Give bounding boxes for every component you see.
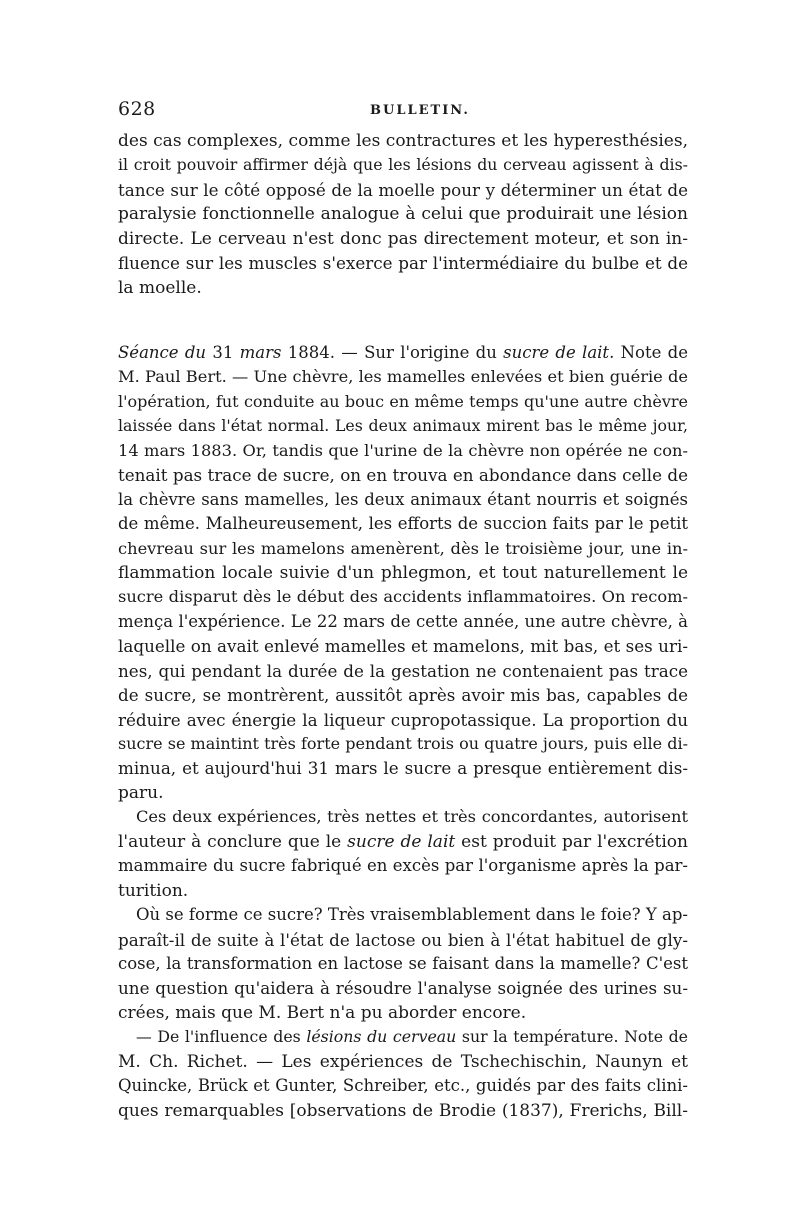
text-line: sucre disparut dès le début des accidents inflammatoires. On recom-	[118, 587, 688, 607]
text-line: mammaire du sucre fabriqué en excès par l'organisme après la par-	[118, 856, 688, 876]
seance-text: Note de	[614, 343, 688, 362]
text-line: de même. Malheureusement, les efforts de succion faits par le petit	[118, 514, 688, 534]
text-line: crées, mais que M. Bert n'a pu aborder encore.	[118, 1002, 527, 1023]
text-line: paraît-il de suite à l'état de lactose ou bien à l'état habituel de gly-	[118, 929, 688, 950]
text-line: des cas complexes, comme les contractures et les hyperesthésies,	[118, 131, 688, 151]
text-line: flammation locale suivie d'un phlegmon, et tout naturellement le	[118, 562, 688, 583]
text-line: mença l'expérience. Le 22 mars de cette année, une autre chèvre, à	[118, 611, 688, 631]
text-line: Quincke, Brück et Gunter, Schreiber, etc., guidés par des faits clini-	[118, 1076, 688, 1096]
text-line: la chèvre sans mamelles, les deux animaux étant nourris et soignés	[118, 489, 688, 509]
text-line: laquelle on avait enlevé mamelles et mamelons, mit bas, et ses uri-	[118, 636, 688, 657]
text-line: paralysie fonctionnelle analogue à celui que produirait une lésion	[118, 204, 688, 225]
text-span: l'auteur à conclure que le	[118, 831, 348, 852]
text-line-with-term	[118, 830, 688, 854]
text-line: 14 mars 1883. Or, tandis que l'urine de la chèvre non opérée ne con-	[118, 440, 688, 460]
term-sucre-de-lait: sucre de lait	[347, 831, 456, 852]
text-line: laissée dans l'état normal. Les deux animaux mirent bas le même jour,	[118, 416, 688, 436]
text-line: M. Ch. Richet. — Les expériences de Tschechischin, Naunyn et	[118, 1051, 688, 1072]
text-line: cose, la transformation en lactose se faisant dans la mamelle? C'est	[118, 953, 688, 973]
intro-paragraph	[118, 129, 688, 300]
seance-heading-line	[118, 341, 688, 365]
text-line: une question qu'aidera à résoudre l'analyse soignée des urines su-	[118, 978, 688, 999]
text-line: sucre se maintint très forte pendant trois ou quatre jours, puis elle di-	[118, 734, 688, 753]
text-line: tenait pas trace de sucre, on en trouva en abondance dans celle de	[118, 465, 688, 486]
text-line: l'opération, fut conduite au bouc en même temps qu'une autre chèvre	[118, 391, 688, 411]
text-line: de sucre, se montrèrent, aussitôt après avoir mis bas, capables de	[118, 685, 688, 706]
text-line: réduire avec énergie la liqueur cupropotassique. La proportion du	[118, 709, 688, 730]
text-line: directe. Le cerveau n'est donc pas directement moteur, et son in-	[118, 228, 688, 249]
text-line: paru.	[118, 782, 164, 803]
header-title: BULLETIN.	[370, 103, 470, 118]
term-lesions-du-cerveau: lésions du cerveau	[306, 1027, 457, 1047]
text-line: minua, et aujourd'hui 31 mars le sucre a presque entièrement dis-	[118, 758, 688, 779]
text-line: chevreau sur les mamelons amenèrent, dès le troisième jour, une in-	[118, 538, 688, 558]
text-line: turition.	[118, 880, 189, 901]
page-number: 628	[118, 98, 156, 120]
text-span: — De l'influence des	[136, 1027, 307, 1047]
text-line: Où se forme ce sucre? Très vraisemblablement dans le foie? Y ap-	[136, 905, 688, 925]
text-line: tance sur le côté opposé de la moelle pour y déterminer un état de	[118, 179, 688, 200]
text-line: fluence sur les muscles s'exerce par l'intermédiaire du bulbe et de	[118, 253, 688, 274]
text-line: nes, qui pendant la durée de la gestation ne contenaient pas trace	[118, 660, 688, 681]
seance-term: sucre de lait.	[503, 343, 615, 362]
text-line: la moelle.	[118, 277, 202, 298]
text-line-with-term	[118, 1025, 688, 1049]
seance-text: — Sur l'origine du	[335, 343, 504, 362]
main-text	[118, 341, 688, 1123]
seance-year: 1884.	[287, 343, 336, 362]
text-line: Ces deux expériences, très nettes et très concordantes, autorisent	[136, 807, 688, 827]
seance-label: Séance du	[118, 343, 207, 362]
text-line: M. Paul Bert. — Une chèvre, les mamelles enlevées et bien guérie de	[118, 367, 688, 387]
text-line: ques remarquables [observations de Brodie (1837), Frerichs, Bill-	[118, 1100, 688, 1121]
seance-month: mars	[239, 343, 282, 362]
running-header	[118, 98, 688, 128]
seance-day: 31	[212, 343, 234, 362]
text-span: sur la température. Note de	[456, 1027, 688, 1047]
text-span: est produit par l'excrétion	[455, 831, 688, 852]
text-line: il croit pouvoir affirmer déjà que les lésions du cerveau agissent à dis-	[118, 155, 688, 175]
